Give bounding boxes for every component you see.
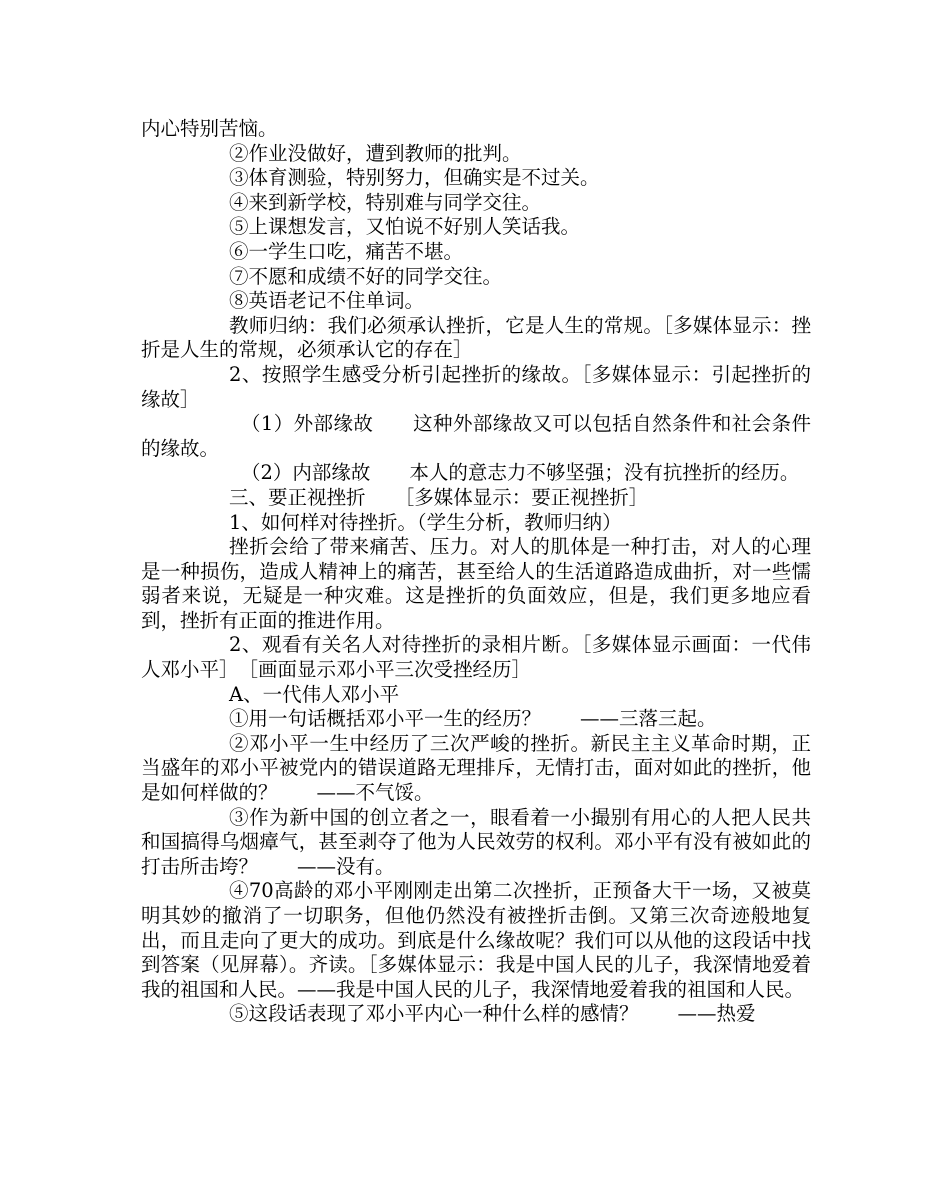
paragraph: ⑧英语老记不住单词。 [229, 289, 425, 313]
paragraph: ⑥一学生口吃，痛苦不堪。 [229, 239, 464, 263]
paragraph: 挫折会给了带来痛苦、压力。对人的肌体是一种打击，对人的心理是一种损伤，造成人精神上的痛苦，甚至给人的生活道路造成曲折，对一些懦弱者来说，无疑是一种灾难。这是挫折的负面效应，但是，我们更多地应看到，挫折有正面的推进作用。 [141, 535, 811, 632]
paragraph: 内心特别苦恼。 [141, 117, 278, 140]
document-body [141, 117, 811, 1027]
paragraph: 1、如何样对待挫折。（学生分析，教师归纳） [229, 510, 622, 534]
paragraph: ④来到新学校，特别难与同学交往。 [229, 190, 542, 214]
paragraph: （1）外部缘故 这种外部缘故又可以包括自然条件和社会条件的缘故。 [141, 412, 811, 460]
section-heading: 三、要正视挫折 ［多媒体显示：要正视挫折］ [229, 485, 649, 509]
paragraph: 教师归纳：我们必须承认挫折，它是人生的常规。［多媒体显示：挫折是人生的常规，必须承认它的存在］ [141, 313, 811, 362]
paragraph: ①用一句话概括邓小平一生的经历？ ——三落三起。 [229, 707, 717, 731]
paragraph: 2、按照学生感受分析引起挫折的缘故。［多媒体显示：引起挫折的缘故］ [141, 362, 811, 411]
paragraph: ⑤上课想发言，又怕说不好别人笑话我。 [229, 215, 581, 239]
paragraph: ⑤这段话表现了邓小平内心一种什么样的感情？ ——热爱 [229, 1002, 756, 1026]
paragraph: ②邓小平一生中经历了三次严峻的挫折。新民主主义革命时期，正当盛年的邓小平被党内的错误道路无理排斥，无情打击，面对如此的挫折，他是如何样做的？ ——不气馁。 [141, 731, 811, 805]
paragraph: （2）内部缘故 本人的意志力不够坚强；没有抗挫折的经历。 [241, 461, 800, 485]
paragraph: ③体育测验，特别努力，但确实是不过关。 [229, 166, 600, 190]
paragraph: ③作为新中国的创立者之一，眼看着一小撮别有用心的人把人民共和国搞得乌烟瘴气，甚至剥夺了他为人民效劳的权利。邓小平有没有被如此的打击所击垮？ ——没有。 [141, 805, 811, 878]
paragraph: ④70高龄的邓小平刚刚走出第二次挫折，正预备大干一场，又被莫明其妙的撤消了一切职务，但他仍然没有被挫折击倒。又第三次奇迹般地复出，而且走向了更大的成功。到底是什么缘故呢？我们可以从他的这段话中找到答案（见屏幕）。齐读。［多媒体显示：我是中国人民的儿子，我深情地爱着我的祖国和人民。——我是中国人民的儿子，我深情地爱着我的祖国和人民。 [141, 879, 811, 1001]
paragraph: ②作业没做好，遭到教师的批判。 [229, 141, 522, 165]
paragraph: ⑦不愿和成绩不好的同学交往。 [229, 264, 503, 288]
paragraph: 2、观看有关名人对待挫折的录相片断。［多媒体显示画面：一代伟人邓小平］ ［画面显示邓小平三次受挫经历］ [141, 633, 811, 682]
paragraph: A、一代伟人邓小平 [229, 682, 400, 706]
